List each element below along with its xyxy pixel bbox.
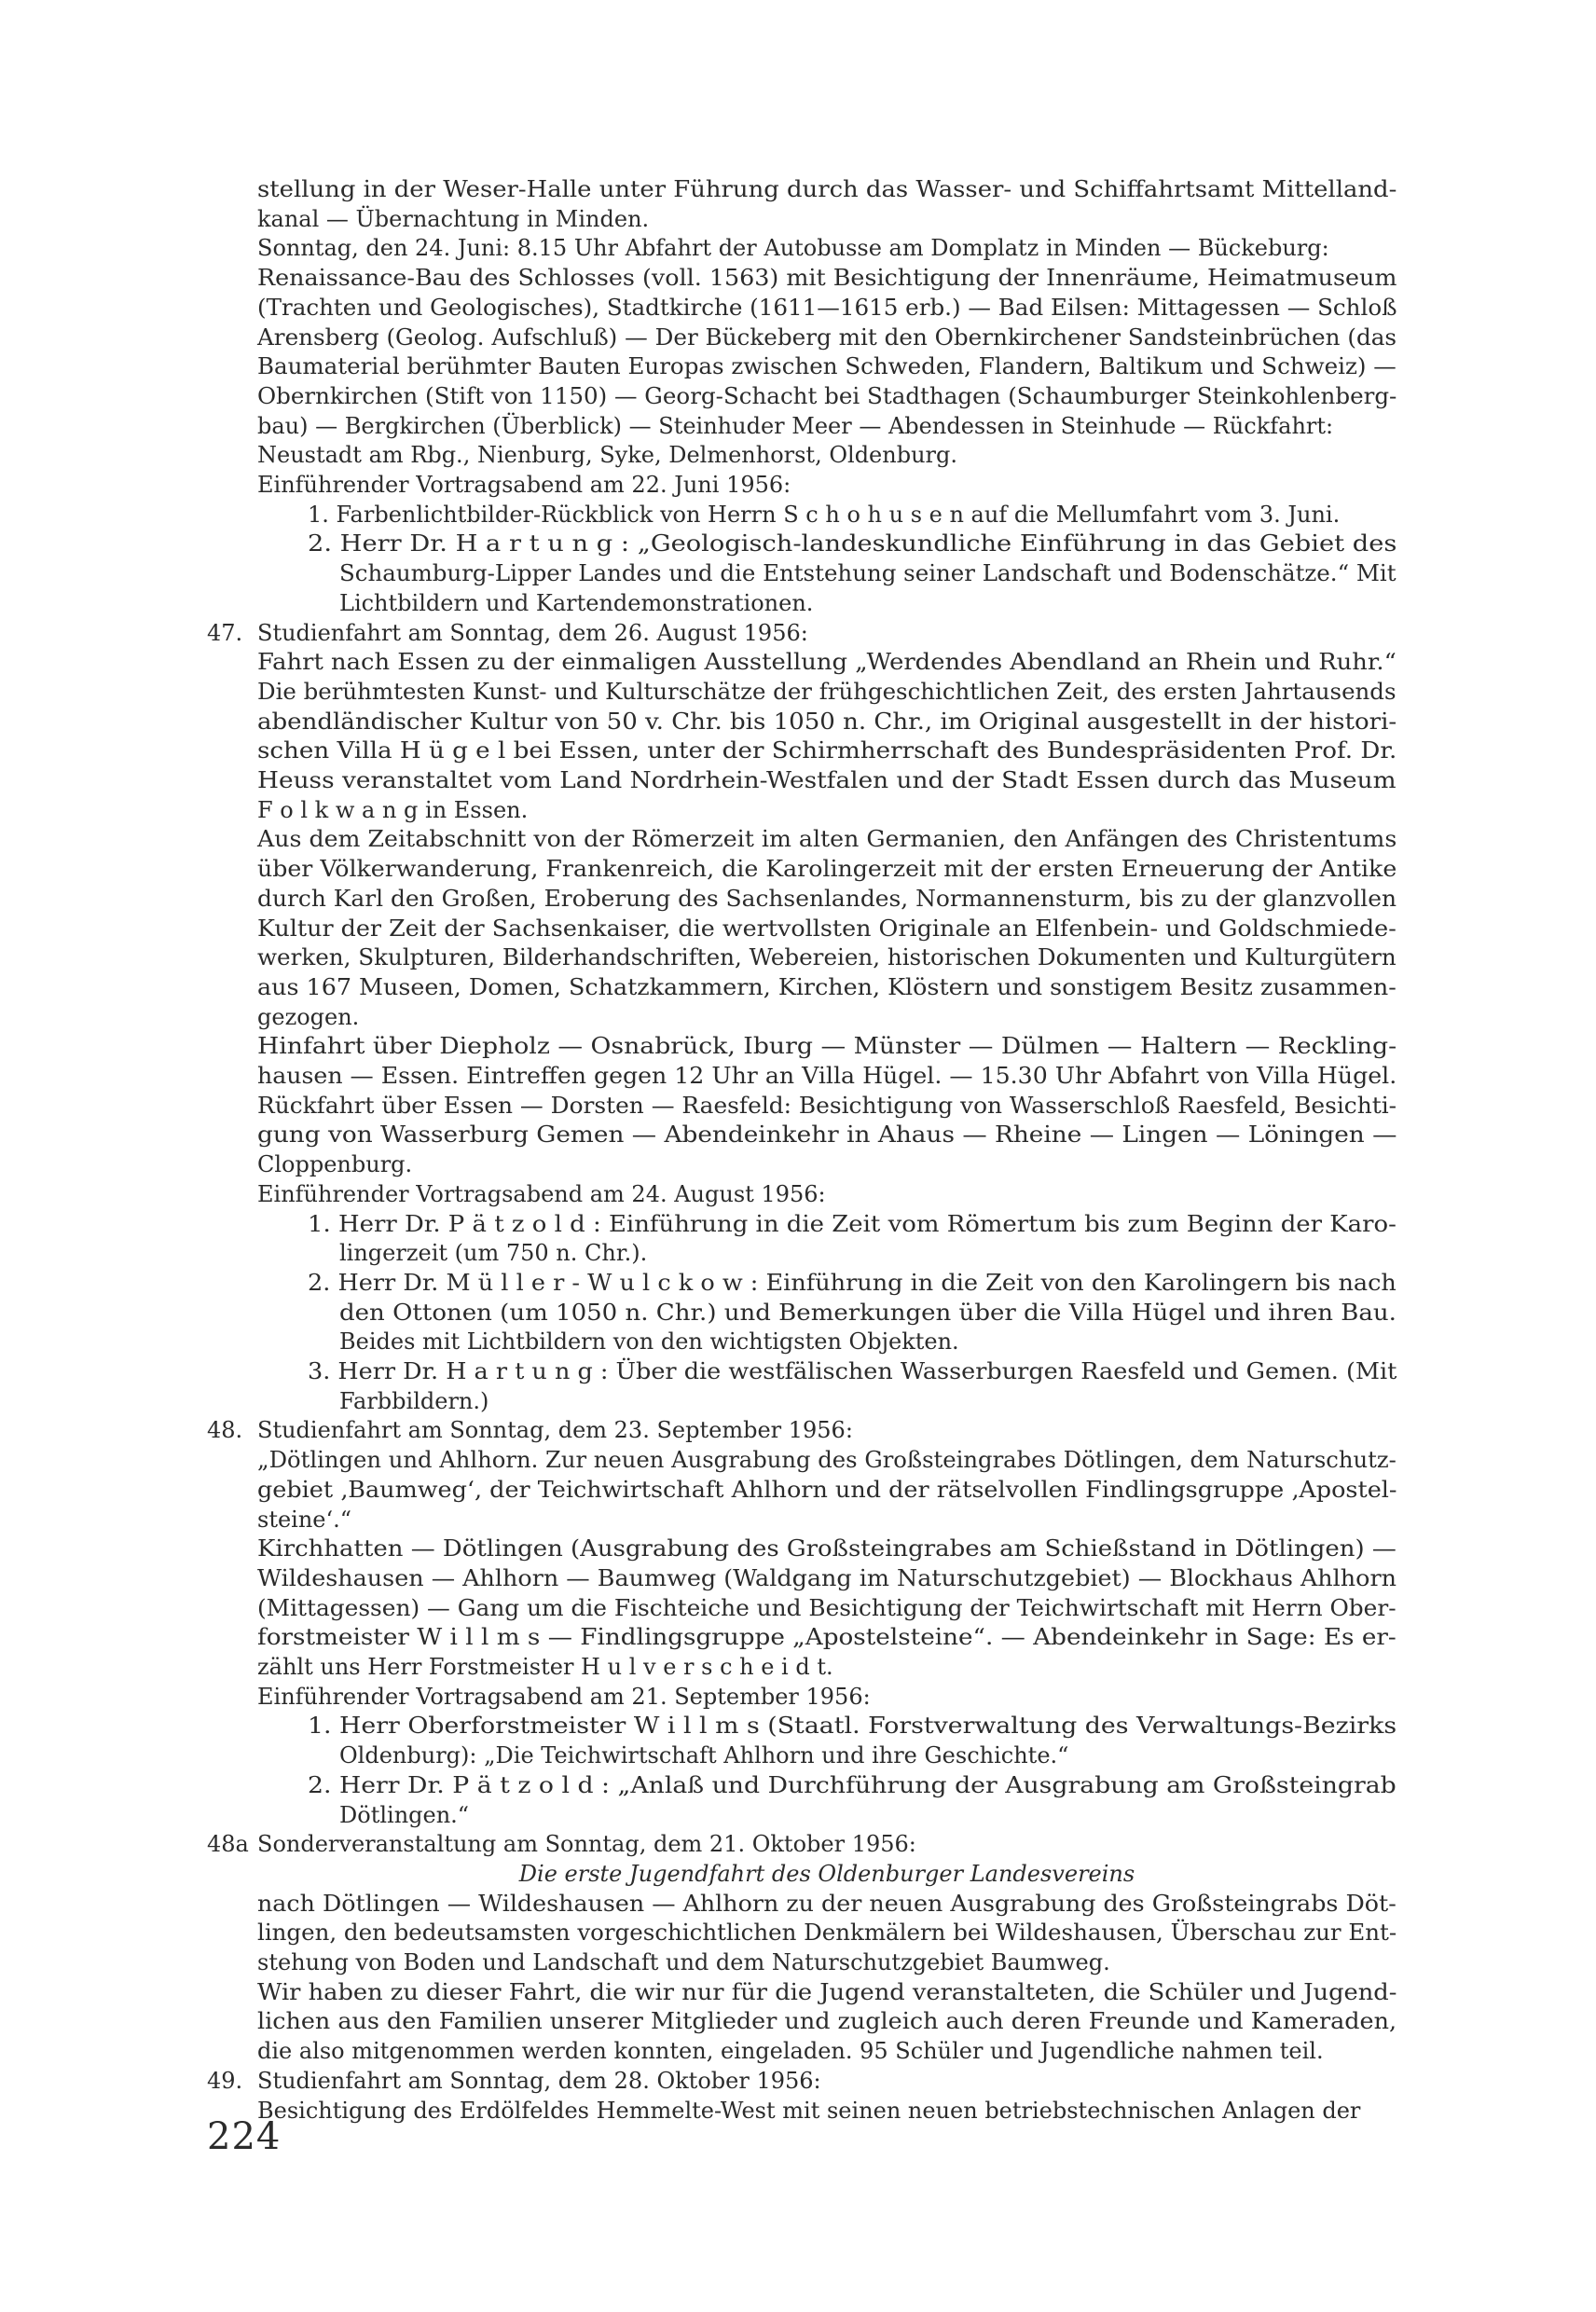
text-line: Farbbildern.)	[339, 1388, 489, 1414]
text-line: Sonntag, den 24. Juni: 8.15 Uhr Abfahrt der Autobusse am Domplatz in Minden — Bückeburg:	[257, 235, 1329, 261]
text-line: werken, Skulpturen, Bilderhandschriften, Webereien, historischen Dokumenten und Kulturgütern	[257, 944, 1396, 970]
entry-number: 47.	[207, 620, 243, 646]
text-line: Fahrt nach Essen zu der einmaligen Ausstellung „Werdendes Abendland an Rhein und Ruhr.“	[257, 649, 1396, 675]
text-line: „Dötlingen und Ahlhorn. Zur neuen Ausgrabung des Großsteingrabes Dötlingen, dem Naturschutz-	[257, 1447, 1396, 1473]
text-line: lichen aus den Familien unserer Mitglieder und zugleich auch deren Freunde und Kameraden,	[257, 2008, 1397, 2034]
text-line: Heuss veranstaltet vom Land Nordrhein-Westfalen und der Stadt Essen durch das Museum	[257, 767, 1396, 793]
text-line: 3. Herr Dr. H a r t u n g : Über die westfälischen Wasserburgen Raesfeld und Gemen. (Mit	[308, 1358, 1397, 1384]
section-subtitle: Die erste Jugendfahrt des Oldenburger Landesvereins	[518, 1861, 1135, 1887]
page-number: 224	[207, 2115, 282, 2158]
text-line: Studienfahrt am Sonntag, dem 23. September 1956:	[257, 1417, 853, 1443]
text-line: schen Villa H ü g e l bei Essen, unter der Schirmherrschaft des Bundespräsidenten Prof. Dr.	[257, 737, 1397, 764]
text-line: gung von Wasserburg Gemen — Abendeinkehr in Ahaus — Rheine — Lingen — Löningen —	[257, 1122, 1397, 1148]
text-line: zählt uns Herr Forstmeister H u l v e r s c h e i d t.	[257, 1654, 833, 1680]
text-line: Kirchhatten — Dötlingen (Ausgrabung des Großsteingrabes am Schießstand in Dötlingen) —	[257, 1535, 1396, 1562]
text-line: Einführender Vortragsabend am 21. September 1956:	[257, 1684, 871, 1710]
text-line: Baumaterial berühmter Bauten Europas zwischen Schweden, Flandern, Baltikum und Schweiz) —	[257, 353, 1396, 379]
text-line: Arensberg (Geolog. Aufschluß) — Der Bückeberg mit den Obernkirchener Sandsteinbrüchen (das	[257, 324, 1397, 351]
entry-number: 49.	[207, 2068, 243, 2094]
text-line: stellung in der Weser-Halle unter Führung durch das Wasser- und Schiffahrtsamt Mittelland-	[257, 176, 1397, 202]
text-line: Einführender Vortragsabend am 22. Juni 1956:	[257, 472, 791, 498]
text-line: 2. Herr Dr. H a r t u n g : „Geologisch-landeskundliche Einführung in das Gebiet des	[308, 530, 1397, 557]
text-line: Aus dem Zeitabschnitt von der Römerzeit im alten Germanien, den Anfängen des Christentums	[257, 826, 1397, 852]
text-line: abendländischer Kultur von 50 v. Chr. bis 1050 n. Chr., im Original ausgestellt in der histori-	[257, 709, 1397, 735]
text-line: F o l k w a n g in Essen.	[257, 797, 529, 823]
text-line: Lichtbildern und Kartendemonstrationen.	[339, 590, 814, 616]
text-line: Cloppenburg.	[257, 1151, 413, 1177]
text-line: Besichtigung des Erdölfeldes Hemmelte-West mit seinen neuen betriebstechnischen Anlagen der	[257, 2098, 1361, 2124]
text-line: Sonderveranstaltung am Sonntag, dem 21. Oktober 1956:	[257, 1831, 916, 1857]
text-line: Obernkirchen (Stift von 1150) — Georg-Schacht bei Stadthagen (Schaumburger Steinkohlenberg-	[257, 383, 1397, 409]
text-line: (Trachten und Geologisches), Stadtkirche (1611—1615 erb.) — Bad Eilsen: Mittagessen — Schloß	[257, 295, 1397, 321]
text-line: Einführender Vortragsabend am 24. August 1956:	[257, 1181, 826, 1207]
text-line: bau) — Bergkirchen (Überblick) — Steinhuder Meer — Abendessen in Steinhude — Rückfahrt:	[257, 413, 1334, 439]
text-line: Dötlingen.“	[339, 1802, 470, 1828]
text-line: 2. Herr Dr. P ä t z o l d : „Anlaß und Durchführung der Ausgrabung am Großsteingrab	[308, 1772, 1396, 1798]
text-line: nach Dötlingen — Wildeshausen — Ahlhorn zu der neuen Ausgrabung des Großsteingrabs Döt-	[257, 1891, 1396, 1917]
text-line: durch Karl den Großen, Eroberung des Sachsenlandes, Normannensturm, bis zu der glanzvollen	[257, 886, 1397, 912]
text-line: Die berühmtesten Kunst- und Kulturschätze der frühgeschichtlichen Zeit, des ersten Jahrtausends	[257, 679, 1396, 705]
text-line: steine‘.“	[257, 1507, 352, 1533]
entry-number: 48a	[207, 1831, 249, 1857]
text-line: Schaumburg-Lipper Landes und die Entstehung seiner Landschaft und Bodenschätze.“ Mit	[339, 560, 1396, 586]
text-line: die also mitgenommen werden konnten, eingeladen. 95 Schüler und Jugendliche nahmen teil.	[257, 2038, 1324, 2064]
text-line: Oldenburg): „Die Teichwirtschaft Ahlhorn und ihre Geschichte.“	[339, 1742, 1069, 1768]
text-line: kanal — Übernachtung in Minden.	[257, 206, 650, 232]
text-line: Wildeshausen — Ahlhorn — Baumweg (Waldgang im Naturschutzgebiet) — Blockhaus Ahlhorn	[257, 1565, 1396, 1591]
text-line: über Völkerwanderung, Frankenreich, die Karolingerzeit mit der ersten Erneuerung der Antike	[257, 856, 1397, 882]
text-line: lingerzeit (um 750 n. Chr.).	[339, 1240, 648, 1266]
text-line: hausen — Essen. Eintreffen gegen 12 Uhr an Villa Hügel. — 15.30 Uhr Abfahrt von Villa Hügel.	[257, 1063, 1397, 1089]
text-line: Renaissance-Bau des Schlosses (voll. 1563) mit Besichtigung der Innenräume, Heimatmuseum	[257, 265, 1397, 291]
text-line: den Ottonen (um 1050 n. Chr.) und Bemerkungen über die Villa Hügel und ihren Bau.	[339, 1300, 1396, 1326]
text-line: Studienfahrt am Sonntag, dem 26. August 1956:	[257, 620, 808, 646]
text-line: gebiet ‚Baumweg‘, der Teichwirtschaft Ahlhorn und der rätselvollen Findlingsgruppe ‚Apostel-	[257, 1477, 1397, 1503]
text-line: 1. Herr Oberforstmeister W i l l m s (Staatl. Forstverwaltung des Verwaltungs-Bezirks	[308, 1713, 1397, 1739]
text-line: Rückfahrt über Essen — Dorsten — Raesfeld: Besichtigung von Wasserschloß Raesfeld, Besichti-	[257, 1093, 1397, 1119]
text-line: 1. Farbenlichtbilder-Rückblick von Herrn S c h o h u s e n auf die Mellumfahrt vom 3. Juni.	[308, 502, 1341, 528]
text-line: 2. Herr Dr. M ü l l e r - W u l c k o w : Einführung in die Zeit von den Karolingern bis nach	[308, 1270, 1396, 1296]
text-line: Beides mit Lichtbildern von den wichtigsten Objekten.	[339, 1328, 959, 1355]
text-line: forstmeister W i l l m s — Findlingsgruppe „Apostelsteine“. — Abendeinkehr in Sage: Es er-	[257, 1624, 1396, 1650]
text-line: stehung von Boden und Landschaft und dem Naturschutzgebiet Baumweg.	[257, 1949, 1110, 1975]
text-line: gezogen.	[257, 1004, 360, 1030]
text-line: 1. Herr Dr. P ä t z o l d : Einführung in die Zeit vom Römertum bis zum Beginn der Karo-	[308, 1211, 1396, 1237]
text-line: lingen, den bedeutsamsten vorgeschichtlichen Denkmälern bei Wildeshausen, Überschau zur Ent-	[257, 1920, 1397, 1946]
text-line: (Mittagessen) — Gang um die Fischteiche und Besichtigung der Teichwirtschaft mit Herrn Ober-	[257, 1595, 1396, 1621]
text-line: aus 167 Museen, Domen, Schatzkammern, Kirchen, Klöstern und sonstigem Besitz zusammen-	[257, 974, 1396, 1000]
text-line: Wir haben zu dieser Fahrt, die wir nur für die Jugend veranstalteten, die Schüler und Jugend-	[257, 1979, 1397, 2005]
text-line: Neustadt am Rbg., Nienburg, Syke, Delmenhorst, Oldenburg.	[257, 442, 957, 468]
entry-number: 48.	[207, 1417, 243, 1443]
text-line: Hinfahrt über Diepholz — Osnabrück, Iburg — Münster — Dülmen — Haltern — Reckling-	[257, 1033, 1397, 1059]
text-line: Studienfahrt am Sonntag, dem 28. Oktober 1956:	[257, 2068, 821, 2094]
text-line: Kultur der Zeit der Sachsenkaiser, die wertvollsten Originale an Elfenbein- und Goldschmiede-	[257, 915, 1396, 942]
